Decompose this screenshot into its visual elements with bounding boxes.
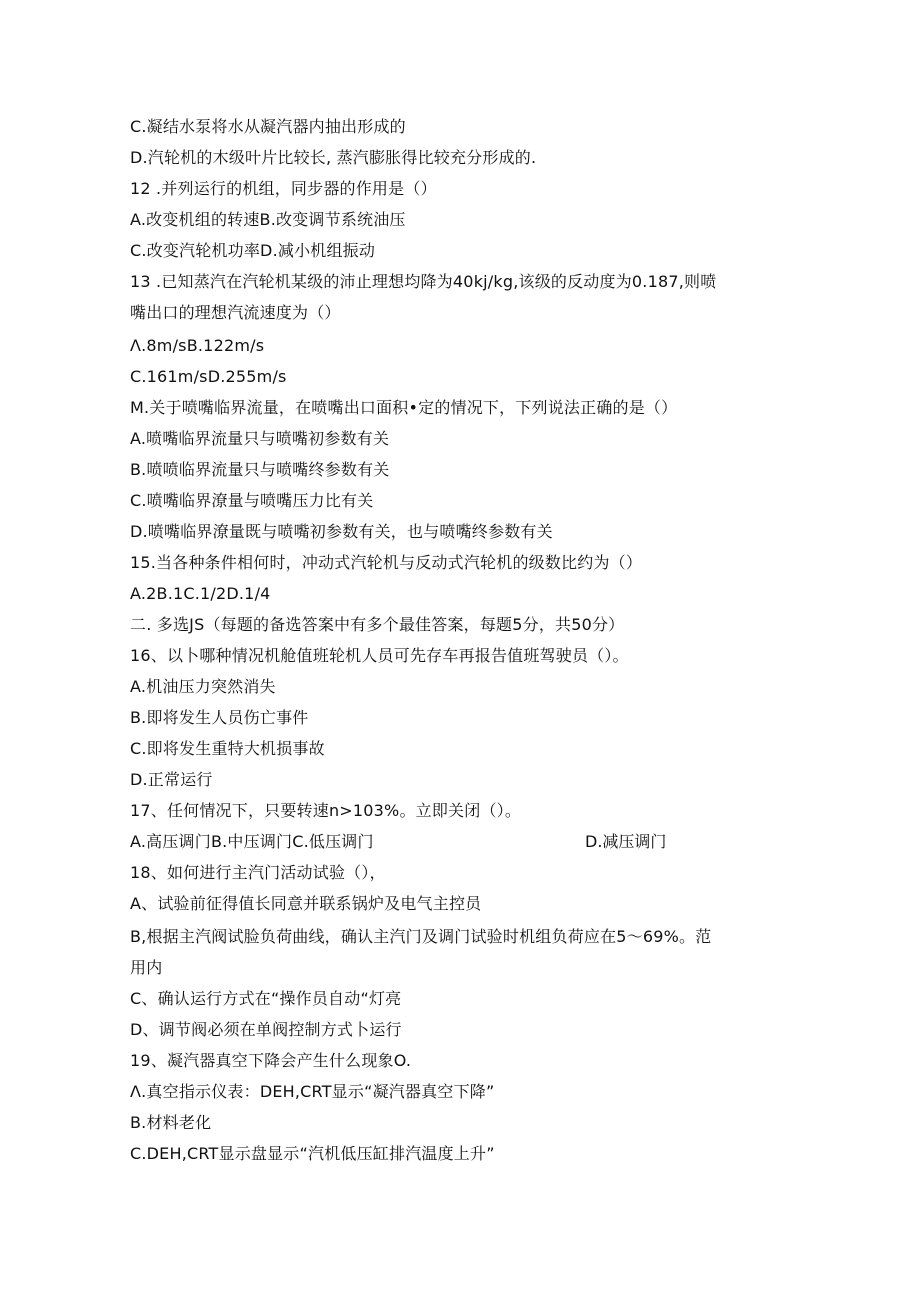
question-19: 19、凝汽器真空下降会产生什么现象O. <box>130 1051 412 1070</box>
question-12-options-ab: A.改变机组的转速B.改变调节系统油压 <box>130 210 406 229</box>
text-line-2: D.汽轮机的木级叶片比较长, 蒸汽膨胀得比较充分形成的. <box>130 148 537 167</box>
question-12: 12 .并列运行的机组，同步器的作用是（） <box>130 179 437 198</box>
question-17-options-abc: A.高压调门B.中压调门C.低压调门 <box>130 832 374 851</box>
question-17-option-d: D.减压调门 <box>585 832 667 851</box>
question-18-option-d: D、调节阀必须在单阀控制方式卜运行 <box>130 1020 402 1039</box>
question-14-option-d: D.喷嘴临界潦量既与喷嘴初参数有关，也与喷嘴终参数有关 <box>130 522 553 541</box>
question-18-option-b-cont: 用内 <box>130 958 163 977</box>
question-19-option-c: C.DEH,CRT显示盘显示“汽机低压缸排汽温度上升” <box>130 1144 495 1163</box>
question-16-option-b: B.即将发生人员伤亡事件 <box>130 708 309 727</box>
question-13-cont: 嘴出口的理想汽流速度为（） <box>130 303 341 322</box>
question-18-option-b: B,根据主汽阀试脸负荷曲线，确认主汽门及调门试验时机组负荷应在5〜69%。范 <box>130 927 712 946</box>
question-16: 16、以卜哪种情况机舱值班轮机人员可先存车再报告值班驾驶员（）。 <box>130 646 629 665</box>
question-13-options-ab: Λ.8m/sB.122m/s <box>130 336 265 355</box>
question-18-option-a: A、试验前征得值长同意并联系锅炉及电气主控员 <box>130 894 482 913</box>
question-13-options-cd: C.161m/sD.255m/s <box>130 367 287 386</box>
question-16-option-a: A.机油压力突然消失 <box>130 677 276 696</box>
question-14-option-c: C.喷嘴临界潦量与喷嘴压力比有关 <box>130 491 374 510</box>
question-15: 15.当各种条件相何时，冲动式汽轮机与反动式汽轮机的级数比约为（） <box>130 553 643 572</box>
question-15-options: A.2B.1C.1/2D.1/4 <box>130 584 271 603</box>
section-heading-multiple-choice: 二. 多选JS（每题的备选答案中有多个最佳答案，每题5分，共50分） <box>130 615 625 634</box>
question-19-option-a: Λ.真空指示仪表：DEH,CRT显示“凝汽器真空下降” <box>130 1082 495 1101</box>
question-14-option-a: A.喷嘴临界流量只与喷嘴初参数有关 <box>130 429 390 448</box>
text-line-1: C.凝结水泵将水从凝汽器内抽出形成的 <box>130 117 406 136</box>
question-16-option-d: D.正常运行 <box>130 770 213 789</box>
question-13: 13 .已知蒸汽在汽轮机某级的沛止理想均降为40kj/kg,该级的反动度为0.187,则喷 <box>130 272 717 291</box>
question-18: 18、如何进行主汽门活动试验（）， <box>130 863 386 882</box>
question-14-option-b: B.喷喷临界流量只与喷嘴终参数有关 <box>130 460 390 479</box>
question-17: 17、任何情况下，只要转速n>103%。立即关闭（）。 <box>130 801 522 820</box>
question-16-option-c: C.即将发生重特大机损事故 <box>130 739 325 758</box>
question-14: M.关于喷嘴临界流量，在喷嘴出口面积•定的情况下，下列说法正确的是（） <box>130 398 678 417</box>
question-19-option-b: B.材料老化 <box>130 1113 212 1132</box>
question-18-option-c: C、确认运行方式在“操作员自动“灯亮 <box>130 989 402 1008</box>
question-12-options-cd: C.改变汽轮机功率D.减小机组振动 <box>130 241 376 260</box>
